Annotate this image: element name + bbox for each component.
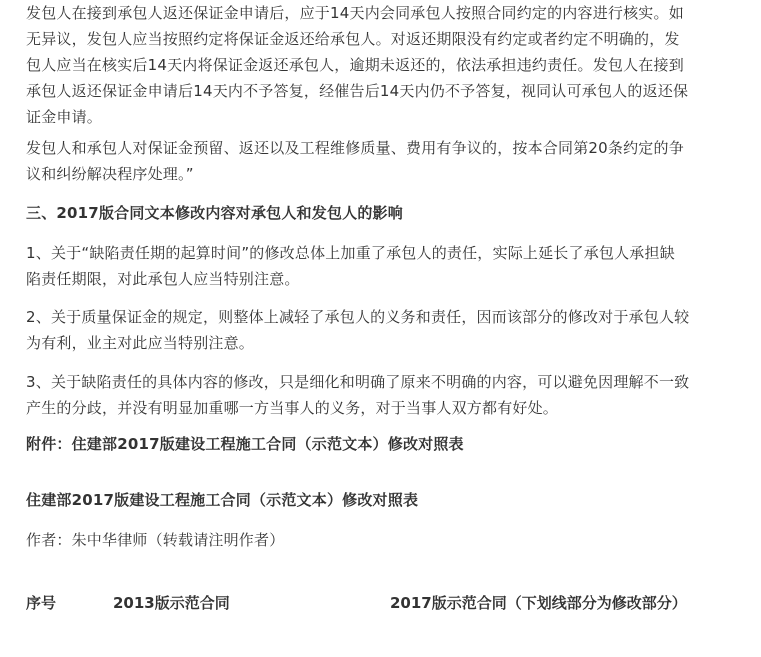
paragraph-deposit-return: 发包人在接到承包人返还保证金申请后，应于14天内会同承包人按照合同约定的内容进行核实。如无异议，发包人应当按照约定将保证金返还给承包人。对返还期限没有约定或者约定不明确的，发包人应当在核实后14天内将保证金返还承包人，逾期未返还的，依法承担违约责任。发包人在接到承包人返还保证金申请后14天内不予答复，经催告后14天内仍不予答复，视同认可承包人的返还保证金申请。: [26, 4, 689, 126]
section-heading: 三、2017版合同文本修改内容对承包人和发包人的影响: [26, 204, 403, 222]
author-line: 作者：朱中华律师（转载请注明作者）: [26, 531, 285, 549]
column-header-seq: 序号: [26, 594, 57, 612]
paragraph-dispute-resolution: 发包人和承包人对保证金预留、返还以及工程维修质量、费用有争议的，按本合同第20条约定的争议和纠纷解决程序处理。”: [26, 139, 684, 183]
column-header-2013: 2013版示范合同: [113, 594, 230, 612]
table-title: 住建部2017版建设工程施工合同（示范文本）修改对照表: [26, 491, 419, 509]
list-item-point-1: 1、关于“缺陷责任期的起算时间”的修改总体上加重了承包人的责任，实际上延长了承包人承担缺陷责任期限，对此承包人应当特别注意。: [26, 244, 675, 288]
list-item-point-3: 3、关于缺陷责任的具体内容的修改，只是细化和明确了原来不明确的内容，可以避免因理解不一致产生的分歧，并没有明显加重哪一方当事人的义务，对于当事人双方都有好处。: [26, 373, 690, 417]
list-item-point-2: 2、关于质量保证金的规定，则整体上减轻了承包人的义务和责任，因而该部分的修改对于承包人较为有利，业主对此应当特别注意。: [26, 308, 690, 352]
attachment-label: 附件：住建部2017版建设工程施工合同（示范文本）修改对照表: [26, 435, 464, 453]
column-header-2017: 2017版示范合同（下划线部分为修改部分）: [390, 594, 687, 612]
